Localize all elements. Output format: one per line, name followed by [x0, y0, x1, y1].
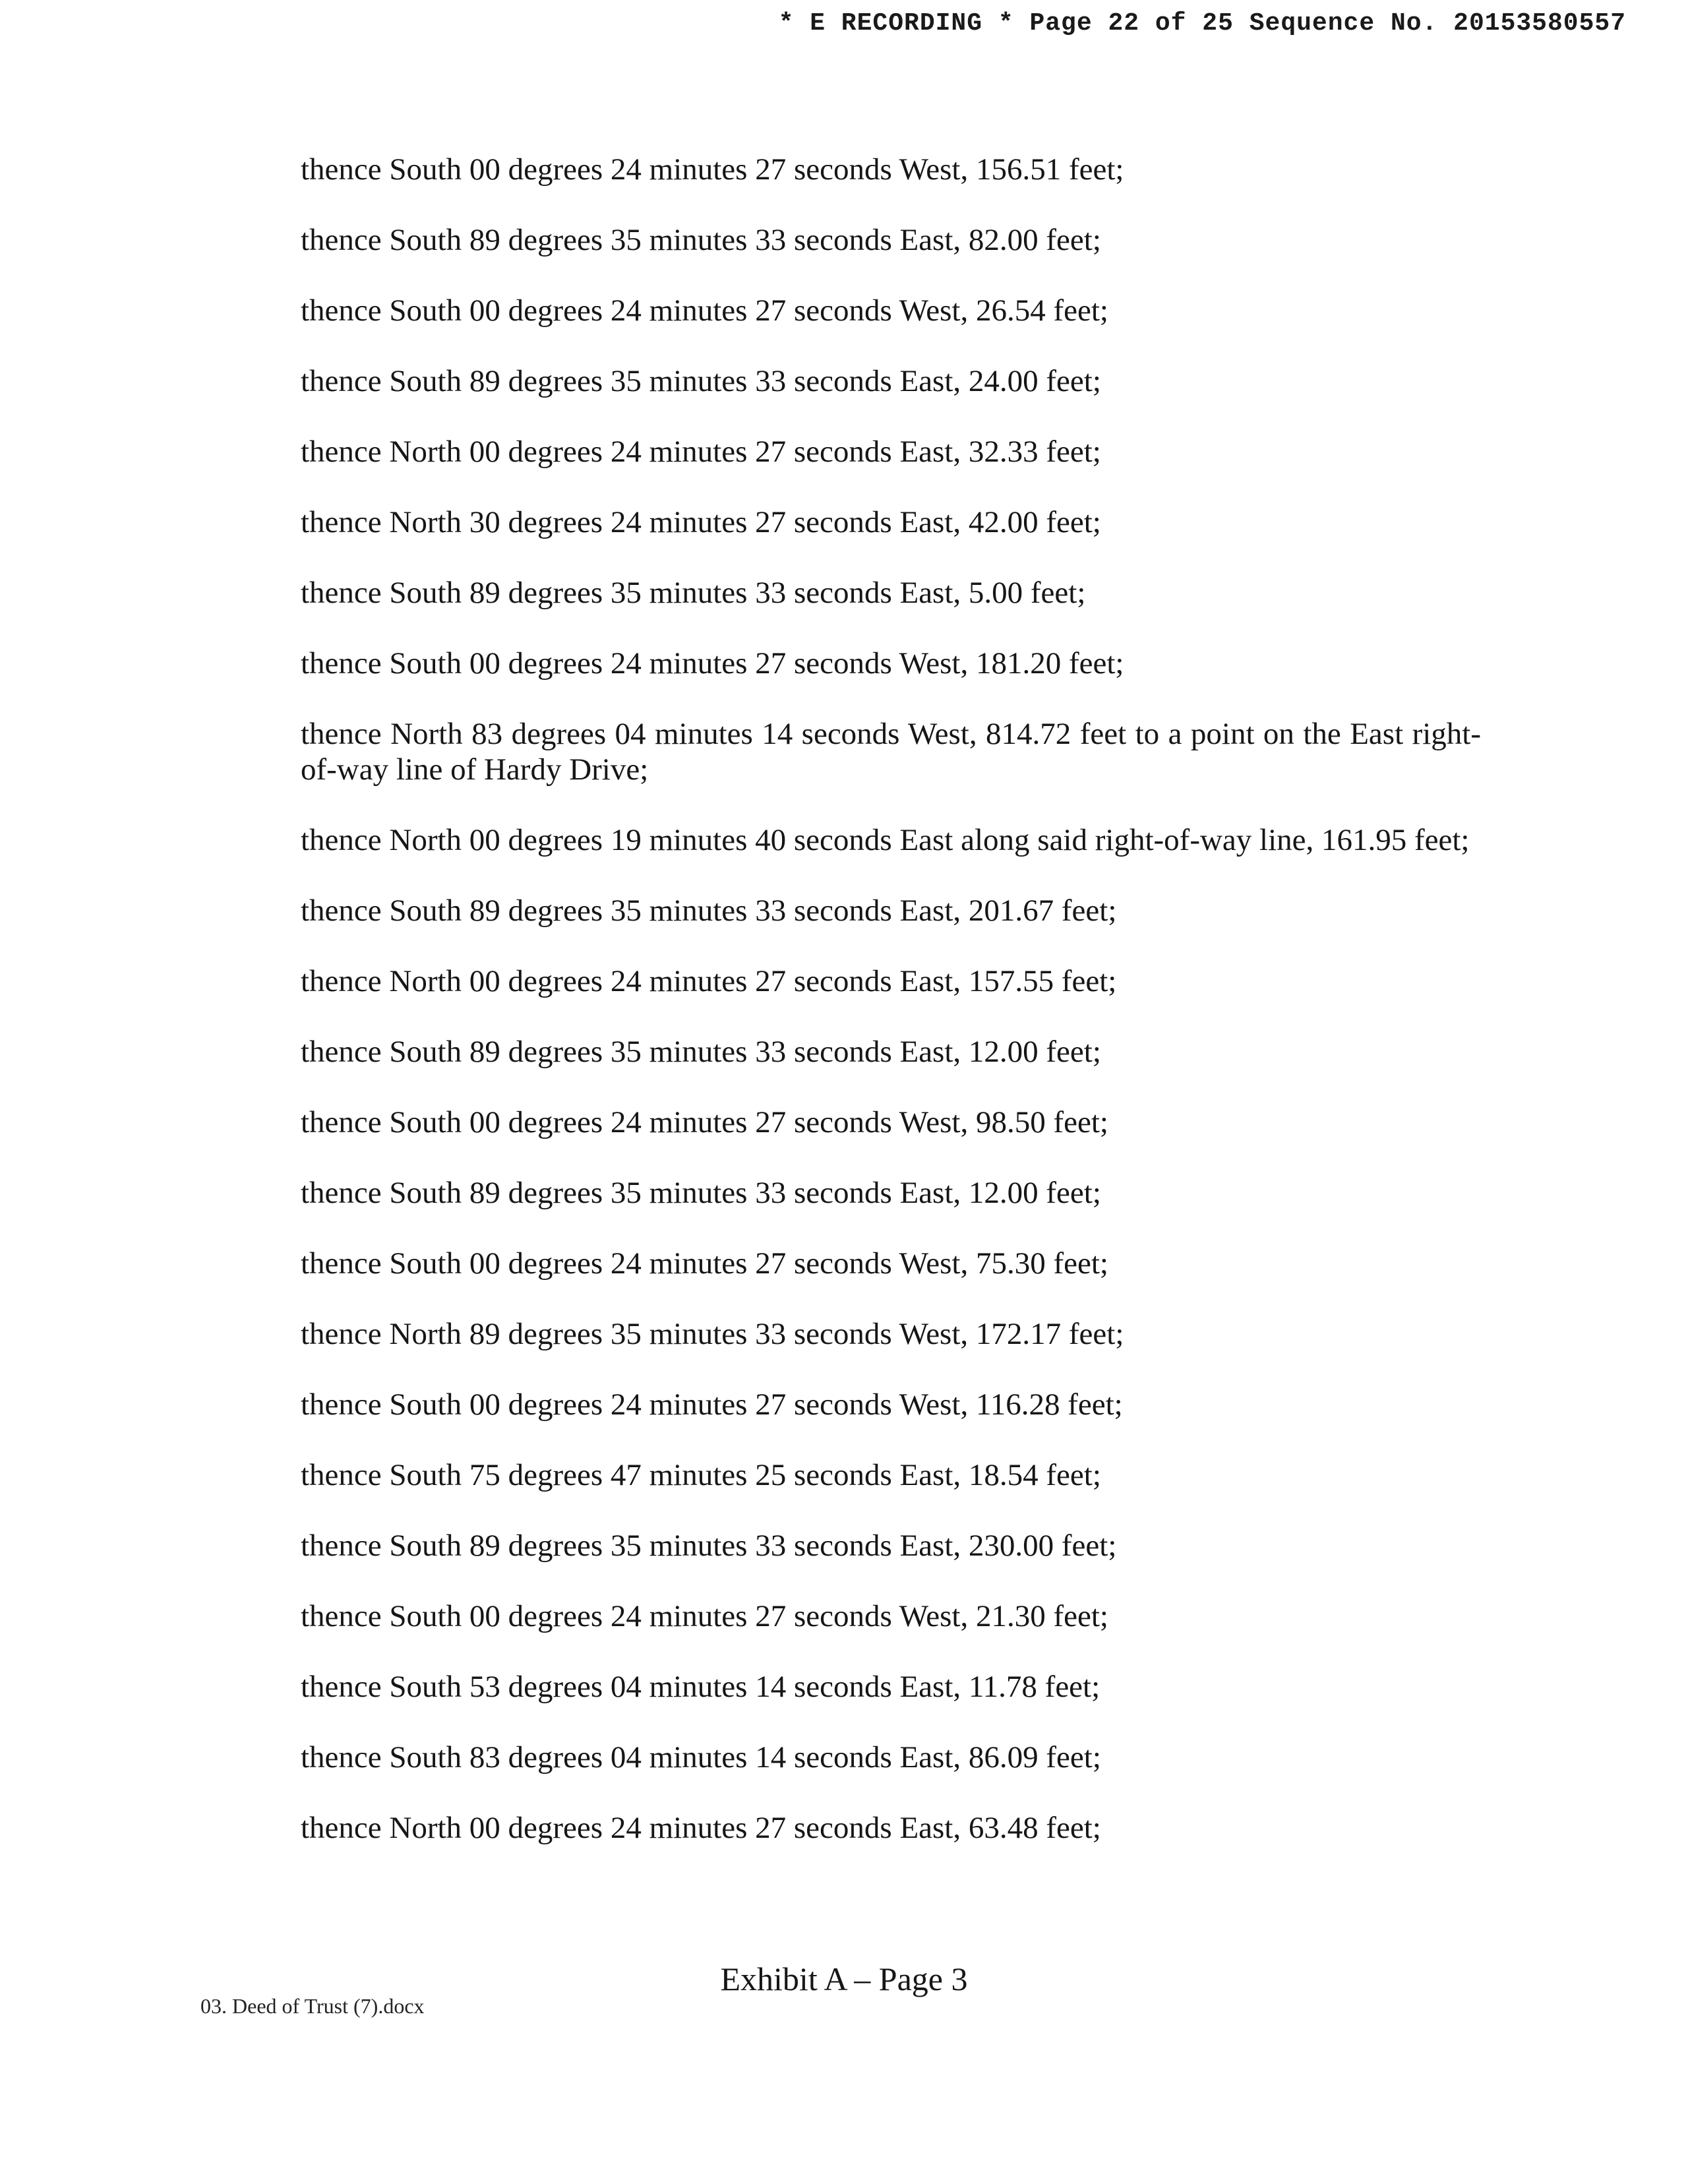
course-line: thence South 75 degrees 47 minutes 25 seconds East, 18.54 feet;	[301, 1458, 1101, 1492]
course-line: thence South 00 degrees 24 minutes 27 seconds West, 98.50 feet;	[301, 1105, 1108, 1139]
recording-header: * E RECORDING * Page 22 of 25 Sequence No. 20153580557	[778, 9, 1626, 38]
course-line: thence South 89 degrees 35 minutes 33 seconds East, 24.00 feet;	[301, 364, 1101, 398]
course-line: thence North 89 degrees 35 minutes 33 seconds West, 172.17 feet;	[301, 1317, 1124, 1351]
course-line: thence South 00 degrees 24 minutes 27 seconds West, 26.54 feet;	[301, 293, 1108, 328]
exhibit-page-label: Exhibit A – Page 3	[720, 1960, 968, 1997]
course-line: thence South 00 degrees 24 minutes 27 seconds West, 181.20 feet;	[301, 646, 1124, 681]
course-line: thence North 00 degrees 24 minutes 27 seconds East, 157.55 feet;	[301, 964, 1117, 998]
course-line: thence South 83 degrees 04 minutes 14 seconds East, 86.09 feet;	[301, 1740, 1101, 1774]
course-line: thence North 00 degrees 24 minutes 27 seconds East, 63.48 feet;	[301, 1811, 1101, 1845]
course-line: thence South 89 degrees 35 minutes 33 seconds East, 201.67 feet;	[301, 894, 1117, 928]
document-filename: 03. Deed of Trust (7).docx	[200, 1994, 425, 2018]
legal-description	[301, 152, 1481, 1881]
course-line: thence North 00 degrees 19 minutes 40 seconds East along said right-of-way line, 161.95 feet;	[301, 823, 1470, 857]
course-line: thence South 89 degrees 35 minutes 33 seconds East, 12.00 feet;	[301, 1176, 1101, 1210]
course-line: thence South 89 degrees 35 minutes 33 seconds East, 12.00 feet;	[301, 1035, 1101, 1069]
course-line: thence South 00 degrees 24 minutes 27 seconds West, 21.30 feet;	[301, 1599, 1108, 1633]
course-line: thence North 30 degrees 24 minutes 27 seconds East, 42.00 feet;	[301, 505, 1101, 539]
course-line: thence North 83 degrees 04 minutes 14 seconds West, 814.72 feet to a point on the East right-of-way line of Hardy Drive;	[301, 717, 1481, 787]
course-line: thence South 53 degrees 04 minutes 14 seconds East, 11.78 feet;	[301, 1670, 1100, 1704]
course-line: thence South 00 degrees 24 minutes 27 seconds West, 75.30 feet;	[301, 1246, 1108, 1281]
course-line: thence North 00 degrees 24 minutes 27 seconds East, 32.33 feet;	[301, 435, 1101, 469]
course-line: thence South 89 degrees 35 minutes 33 seconds East, 82.00 feet;	[301, 223, 1101, 257]
course-line: thence South 00 degrees 24 minutes 27 seconds West, 156.51 feet;	[301, 152, 1124, 187]
course-line: thence South 89 degrees 35 minutes 33 seconds East, 5.00 feet;	[301, 576, 1086, 610]
course-line: thence South 00 degrees 24 minutes 27 seconds West, 116.28 feet;	[301, 1387, 1123, 1422]
course-line: thence South 89 degrees 35 minutes 33 seconds East, 230.00 feet;	[301, 1529, 1117, 1563]
